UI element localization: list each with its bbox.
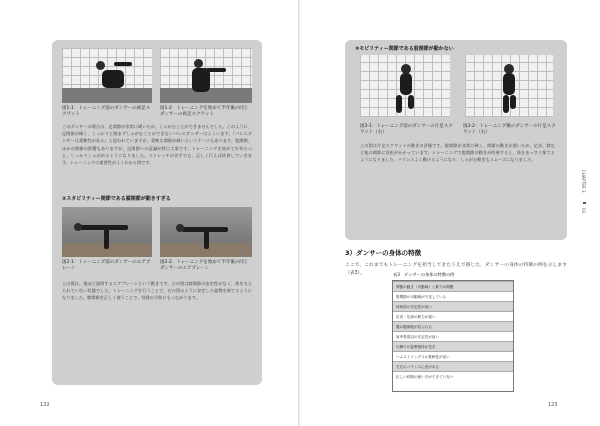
photo-squat-after [160,48,252,103]
table-row: 正しい呼吸の使い方ができていない [393,371,513,381]
chapter-side-tab [578,170,592,280]
table-row: 肩甲骨周辺の安定性が低い [393,331,513,341]
chapter-label: CHAPTER 3 [581,170,586,193]
table-row: 足首・足部の筋力が弱い [393,311,513,321]
photo-airplane-before [62,207,152,257]
caption-fig2-1: 図2-1：トレーニング前のダンサーのエアプレーン [62,260,151,271]
table-row: 股関節の可動域が不足している [393,291,513,301]
photo-single-leg-after [465,55,553,117]
table-row: 関節の動き（可動域）と筋力の問題 [393,281,513,291]
right-subheading: ③モビリティー関節である股関節が動かない [355,46,454,52]
page-number-right: 123 [548,402,558,408]
left-body-paragraph-2: 上の図は、後ほど説明するエアプレーンという動きです。左の図は膝関節の安定性がなく、体を支えられていない状態でした。トレーニングを行うことで、右の図のように安定した姿勢を保てるようになりました。膝関節を正しく使うことで、怪我の予防にもつながります。 [62,281,252,301]
caption-fig3-1: 図3-1：トレーニング前のダンサーの片足スクワット（右） [360,124,453,135]
left-subheading: ②スタビリティー関節である膝関節が動きすぎる [62,196,171,202]
section-body: ここで、これまでもトレーニングを担当してきたうえで感じた、ダンサーの身体の特徴の例を示します（表3）。 [345,263,567,276]
photo-squat-before [62,48,152,103]
photo-single-leg-before [360,55,450,117]
table-row: 左右のバランスに差がある [393,361,513,371]
caption-fig1-2: 図1-2：トレーニングを始めて半年後の同じダンサーの両足スクワット [160,106,249,117]
table-row: 膝の過伸展が見られる [393,321,513,331]
section-heading: 3）ダンサーの身体の特徴 [345,249,422,257]
table-row: 体幹部の安定性が低い [393,301,513,311]
table-title: 表3 ダンサーの身体の特徴の例 [393,272,455,277]
caption-fig2-2: 図2-2：トレーニングを始めて半年後の同じダンサーのエアプレーン [160,260,249,271]
right-body-paragraph: 上の図は片足スクワットの動きの評価です。股関節が非常に硬く、関節の動きが悪いため、足首、膝など他の関節に負担がかかっています。トレーニングで股関節の動きが改善すると、体をまっすぐ保てるようになりました。バランスよく動けるようになり、しゃがむ動きもスムーズになりました。 [360,143,555,163]
features-table [392,272,514,392]
caption-fig1-1: 図1-1：トレーニング前のダンサーの両足スクワット [62,106,151,117]
photo-airplane-after [160,207,252,257]
left-body-paragraph-1: このダンサーの場合は、足関節が非常に硬いため、しゃがむことができませんでした。このように、足関節が硬く、しっかりと踏まずしゃがむことができないバレエダンサーはよくいます。『バレエダンサーは柔軟性がある』と思われていますが、柔軟な関節が硬いというケースもあります。股関節、ほかの関節の影響もありますが、足関節への意識が特に大事です。トレーニングを始めて半年たつと、しっかりしゃがめるようになりました。ストレッチが苦手でも、正しく行えば改善していきます。トレーニングの重要性がよくわかる例です。 [62,124,252,166]
caption-fig3-2: 図3-2：トレーニング後のダンサーの片足スクワット（右） [463,124,556,135]
table-row: 片脚での姿勢保持が苦手 [393,341,513,351]
page-number-left: 122 [40,402,50,408]
table-row: ハムストリングスの柔軟性が高い [393,351,513,361]
chapter-number: 03 [581,208,586,214]
